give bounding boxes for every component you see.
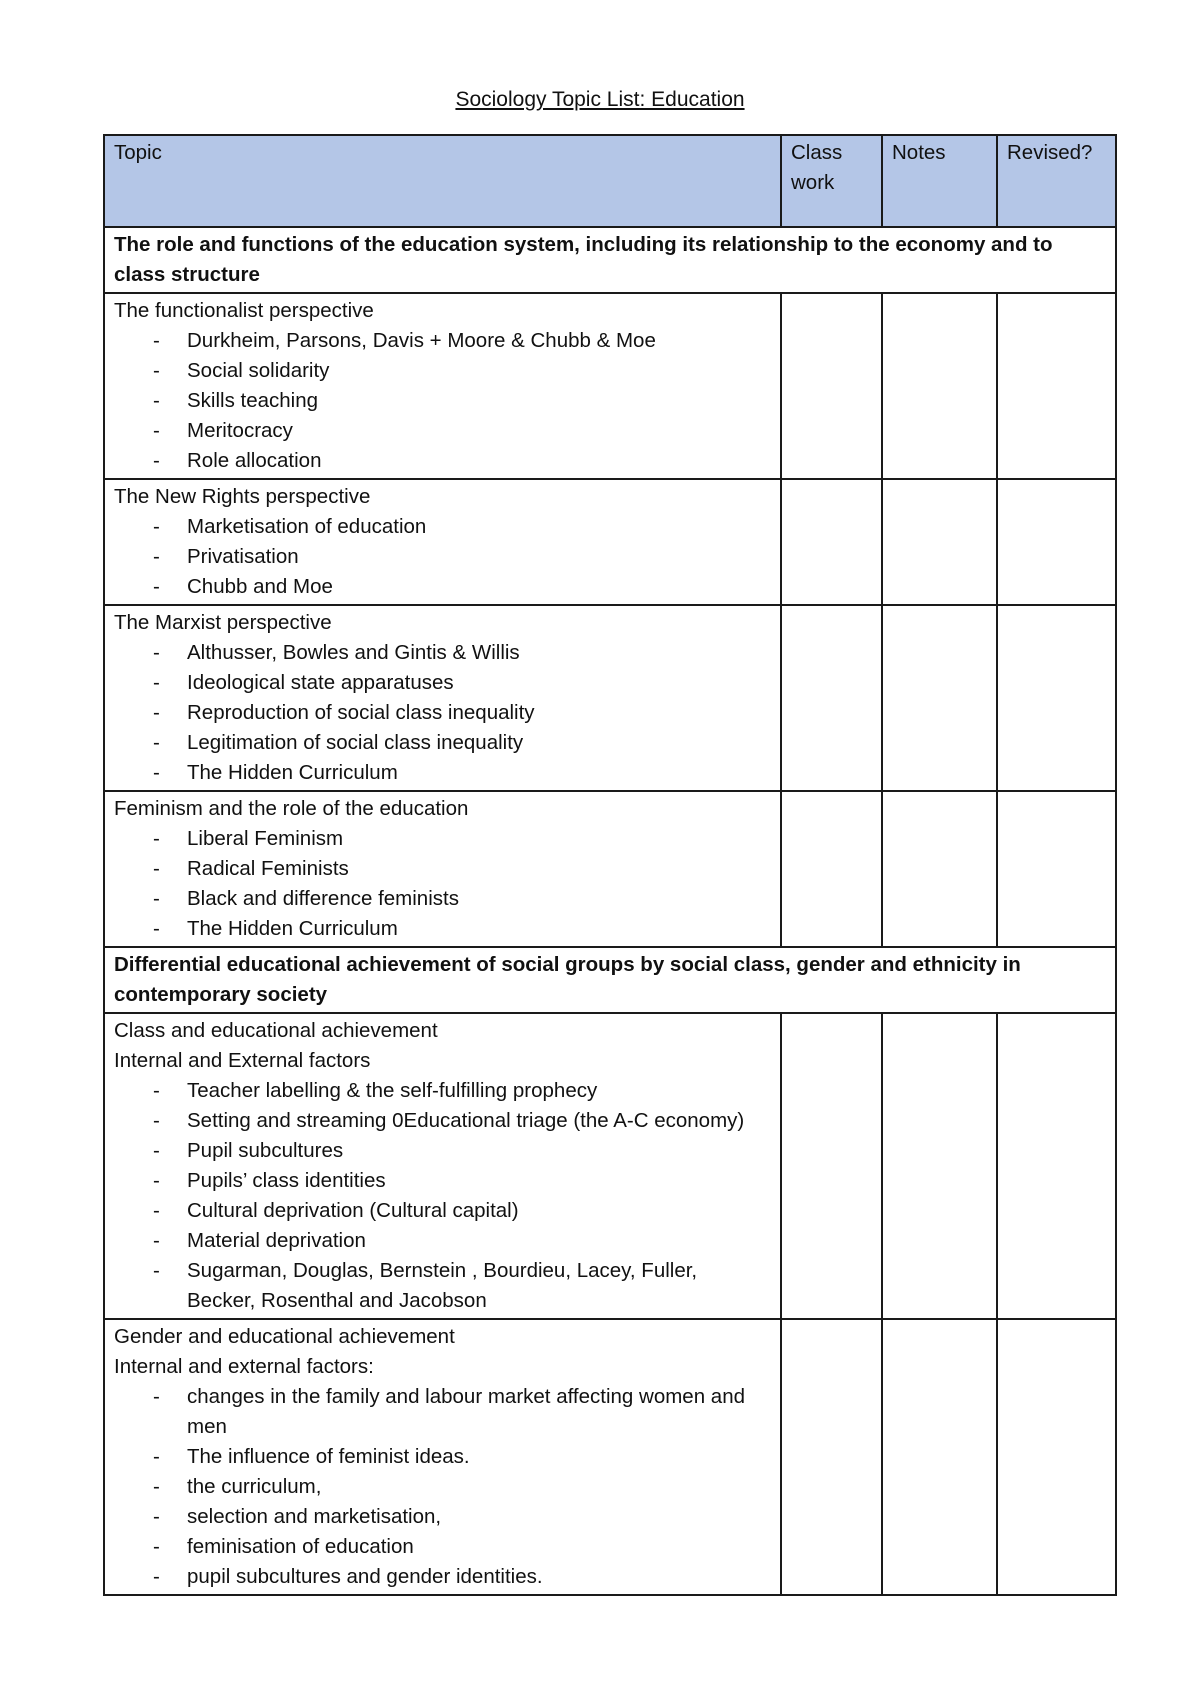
topic-bullet: - pupil subcultures and gender identities. (114, 1562, 771, 1592)
notes-cell[interactable] (882, 1319, 997, 1595)
topic-bullet-list (114, 638, 771, 788)
topic-bullet: - Ideological state apparatuses (114, 668, 771, 698)
topic-cell (104, 479, 781, 605)
topic-bullet: - The Hidden Curriculum (114, 914, 771, 944)
topic-title: Internal and External factors (114, 1049, 371, 1072)
topic-bullet: - Social solidarity (114, 356, 771, 386)
notes-cell[interactable] (882, 293, 997, 479)
section-heading-row (104, 227, 1116, 293)
topic-bullet: - selection and marketisation, (114, 1502, 771, 1532)
revised-cell[interactable] (997, 605, 1116, 791)
class-work-cell[interactable] (781, 605, 882, 791)
topic-title: Class and educational achievement (114, 1019, 438, 1042)
topic-bullet-list (114, 1076, 771, 1316)
topic-bullet: - Chubb and Moe (114, 572, 771, 602)
topic-bullet-list (114, 326, 771, 476)
topic-cell (104, 1319, 781, 1595)
revised-cell[interactable] (997, 293, 1116, 479)
topic-bullet: - Legitimation of social class inequality (114, 728, 771, 758)
class-work-cell[interactable] (781, 1013, 882, 1319)
topic-title: The Marxist perspective (114, 611, 332, 634)
class-work-cell[interactable] (781, 791, 882, 947)
topic-cell (104, 791, 781, 947)
topic-bullet: - Pupil subcultures (114, 1136, 771, 1166)
revised-cell[interactable] (997, 1319, 1116, 1595)
topic-bullet: - Skills teaching (114, 386, 771, 416)
class-work-cell[interactable] (781, 1319, 882, 1595)
topic-bullet-list (114, 1382, 771, 1592)
topic-bullet: - The influence of feminist ideas. (114, 1442, 771, 1472)
section-heading: The role and functions of the education system, including its relationship to the economy and to class structure (104, 227, 1116, 293)
section-heading-row (104, 947, 1116, 1013)
notes-cell[interactable] (882, 605, 997, 791)
header-class-work: Class work (781, 135, 882, 227)
table-header-row (104, 135, 1116, 227)
topic-cell (104, 293, 781, 479)
header-notes: Notes (882, 135, 997, 227)
topic-bullet: - Reproduction of social class inequality (114, 698, 771, 728)
header-revised: Revised? (997, 135, 1116, 227)
class-work-cell[interactable] (781, 479, 882, 605)
topic-bullet: - changes in the family and labour market affecting women and men (114, 1382, 771, 1442)
revised-cell[interactable] (997, 479, 1116, 605)
revised-cell[interactable] (997, 791, 1116, 947)
topic-bullet: - Black and difference feminists (114, 884, 771, 914)
topic-bullet: - Teacher labelling & the self-fulfilling prophecy (114, 1076, 771, 1106)
topic-title: Internal and external factors: (114, 1355, 374, 1378)
section-heading: Differential educational achievement of social groups by social class, gender and ethnicity in contemporary society (104, 947, 1116, 1013)
topic-bullet: - Pupils’ class identities (114, 1166, 771, 1196)
topic-row (104, 479, 1116, 605)
topic-row (104, 1013, 1116, 1319)
topic-bullet: - Durkheim, Parsons, Davis + Moore & Chubb & Moe (114, 326, 771, 356)
topic-bullet-list (114, 824, 771, 944)
topic-bullet: - Meritocracy (114, 416, 771, 446)
topic-bullet: - Material deprivation (114, 1226, 771, 1256)
topic-row (104, 605, 1116, 791)
topic-bullet-list (114, 512, 771, 602)
topic-bullet: - Sugarman, Douglas, Bernstein , Bourdieu, Lacey, Fuller, Becker, Rosenthal and Jacobson (114, 1256, 771, 1316)
topic-bullet: - The Hidden Curriculum (114, 758, 771, 788)
topic-cell (104, 1013, 781, 1319)
topic-bullet: - Radical Feminists (114, 854, 771, 884)
topic-bullet: - feminisation of education (114, 1532, 771, 1562)
topic-title: Feminism and the role of the education (114, 797, 469, 820)
topic-bullet: - Althusser, Bowles and Gintis & Willis (114, 638, 771, 668)
topic-table (103, 134, 1117, 1596)
page-title: Sociology Topic List: Education (455, 88, 745, 111)
topic-row (104, 791, 1116, 947)
topic-bullet: - the curriculum, (114, 1472, 771, 1502)
topic-cell (104, 605, 781, 791)
header-topic: Topic (104, 135, 781, 227)
revised-cell[interactable] (997, 1013, 1116, 1319)
notes-cell[interactable] (882, 791, 997, 947)
topic-title: The functionalist perspective (114, 299, 374, 322)
class-work-cell[interactable] (781, 293, 882, 479)
topic-bullet: - Liberal Feminism (114, 824, 771, 854)
topic-bullet: - Privatisation (114, 542, 771, 572)
topic-title: The New Rights perspective (114, 485, 371, 508)
notes-cell[interactable] (882, 1013, 997, 1319)
topic-row (104, 293, 1116, 479)
notes-cell[interactable] (882, 479, 997, 605)
topic-bullet: - Marketisation of education (114, 512, 771, 542)
topic-row (104, 1319, 1116, 1595)
topic-title: Gender and educational achievement (114, 1325, 455, 1348)
topic-bullet: - Cultural deprivation (Cultural capital) (114, 1196, 771, 1226)
topic-bullet: - Role allocation (114, 446, 771, 476)
topic-bullet: - Setting and streaming 0Educational triage (the A-C economy) (114, 1106, 771, 1136)
